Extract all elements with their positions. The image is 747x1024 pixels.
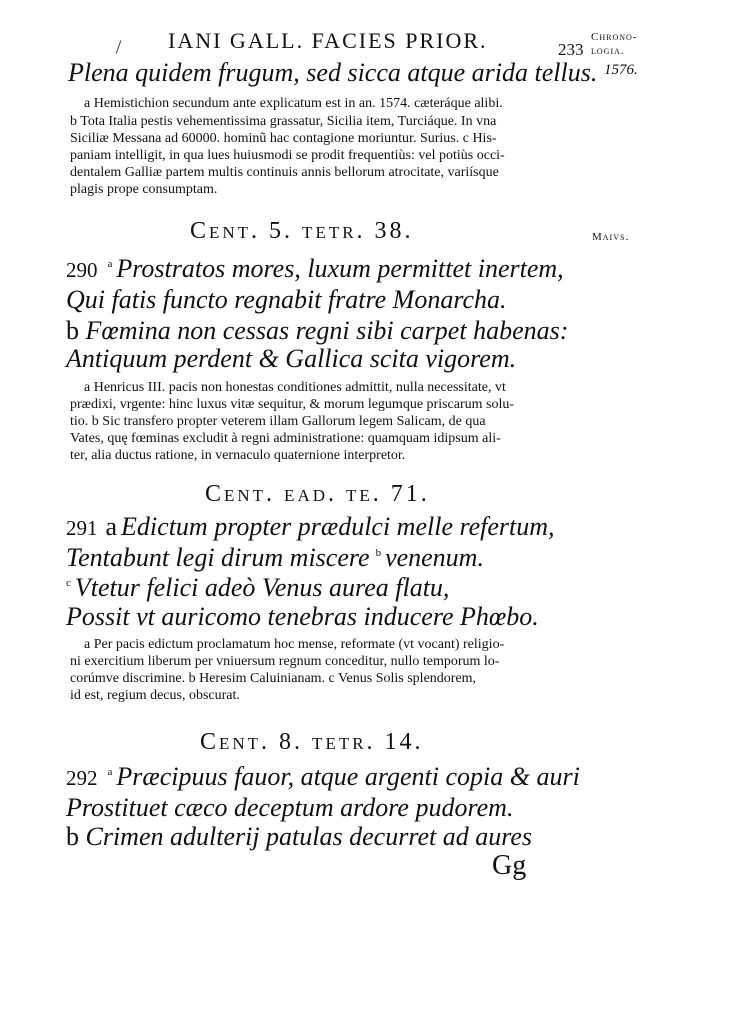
running-title: IANI GALL. FACIES PRIOR. — [168, 28, 488, 53]
verse-text: Præcipuus fauor, atque argenti copia & auri — [116, 762, 580, 791]
note-mark: b — [66, 316, 79, 345]
note-mark: b — [66, 822, 79, 851]
verse-text: Prostratos mores, luxum permittet inertem, — [116, 254, 564, 283]
note-line: prædixi, vrgente: hinc luxus vitæ sequitur, & morum legumque priscarum solu- — [70, 397, 515, 412]
margin-title-line2: logia. — [591, 45, 625, 57]
note-line: paniam intelligit, in qua lues huiusmodi se prodit frequentiùs: vel potiùs occi- — [70, 148, 505, 163]
verse-text: Vtetur felici adeò Venus aurea flatu, — [74, 573, 450, 602]
verse-line — [66, 254, 564, 284]
note-line: ter, alia ductus ratione, in vernaculo quaternione interpretor. — [70, 448, 406, 463]
margin-title — [591, 30, 637, 58]
note-line: b Tota Italia pestis vehementissima grassatur, Sicilia item, Turciáque. In vna — [70, 114, 497, 129]
section-heading: Cent. 5. tetr. 38. — [190, 218, 414, 244]
verse-line: Possit vt auricomo tenebras inducere Phœbo. — [66, 602, 539, 631]
entry-number: 290 — [66, 258, 98, 282]
ink-stroke — [116, 40, 122, 53]
verse-line: Antiquum perdent & Gallica scita vigorem. — [66, 344, 517, 373]
section-heading: Cent. ead. te. 71. — [205, 481, 430, 507]
note-line: tio. b Sic transfero propter veterem illam Gallorum legem Salicam, de qua — [70, 414, 486, 429]
verse-line — [66, 316, 568, 346]
margin-year: 1576. — [604, 62, 638, 78]
page-number: 233 — [558, 40, 584, 59]
note-mark: a — [107, 258, 113, 270]
signature-mark: Gg — [492, 850, 527, 881]
note-line: Siciliæ Messana ad 60000. hominũ hac contagione moriuntur. Surius. c His- — [70, 131, 497, 146]
note-line: corúmve discrimine. b Heresim Caluinianam. c Venus Solis splendorem, — [70, 671, 477, 686]
note-line: a Hemistichion secundum ante explicatum est in an. 1574. cæteráque alibi. — [84, 96, 503, 111]
note-line: id est, regium decus, obscurat. — [70, 688, 240, 703]
margin-title-line1: Chrono- — [591, 31, 638, 43]
verse-text: Fœmina non cessas regni sibi carpet habenas: — [85, 316, 569, 345]
note-mark: a — [107, 766, 113, 778]
note-mark: a — [105, 512, 118, 541]
verse-text: Crimen adulterij patulas decurret ad aures — [85, 822, 533, 851]
verse-line: Plena quidem frugum, sed sicca atque arida tellus. — [68, 58, 598, 87]
verse-line: Prostituet cæco deceptum ardore pudorem. — [66, 793, 514, 822]
verse-line — [66, 512, 555, 542]
section-heading: Cent. 8. tetr. 14. — [200, 729, 424, 755]
margin-month: Maivs. — [592, 231, 630, 243]
note-line: ni exercitium liberum per vniuersum regnum conceditur, nullo temporum lo- — [70, 654, 500, 669]
verse-line — [66, 762, 580, 792]
verse-text-tail: venenum. — [385, 543, 484, 572]
note-line: a Per pacis edictum proclamatum hoc mense, reformate (vt vocant) religio- — [84, 637, 505, 652]
entry-number: 292 — [66, 766, 98, 790]
note-mark: b — [375, 547, 382, 559]
note-line: plagis prope consumptam. — [70, 182, 218, 197]
verse-line — [66, 822, 532, 852]
verse-text: Tentabunt legi dirum miscere — [66, 543, 370, 572]
note-line: dentalem Galliæ partem multis continuis annis bellorum atrocitate, variísque — [70, 165, 499, 180]
note-line: Vates, quę fœminas excludit à regni administratione: quamquam idipsum ali- — [70, 431, 501, 446]
verse-line: Qui fatis functo regnabit fratre Monarcha. — [66, 285, 507, 314]
verse-line — [66, 573, 449, 603]
note-mark: c — [66, 577, 71, 589]
note-line: a Henricus III. pacis non honestas conditiones admittit, nulla necessitate, vt — [84, 380, 506, 395]
verse-line — [66, 543, 484, 573]
verse-text: Edictum propter prædulci melle refertum, — [121, 512, 555, 541]
entry-number: 291 — [66, 516, 98, 540]
